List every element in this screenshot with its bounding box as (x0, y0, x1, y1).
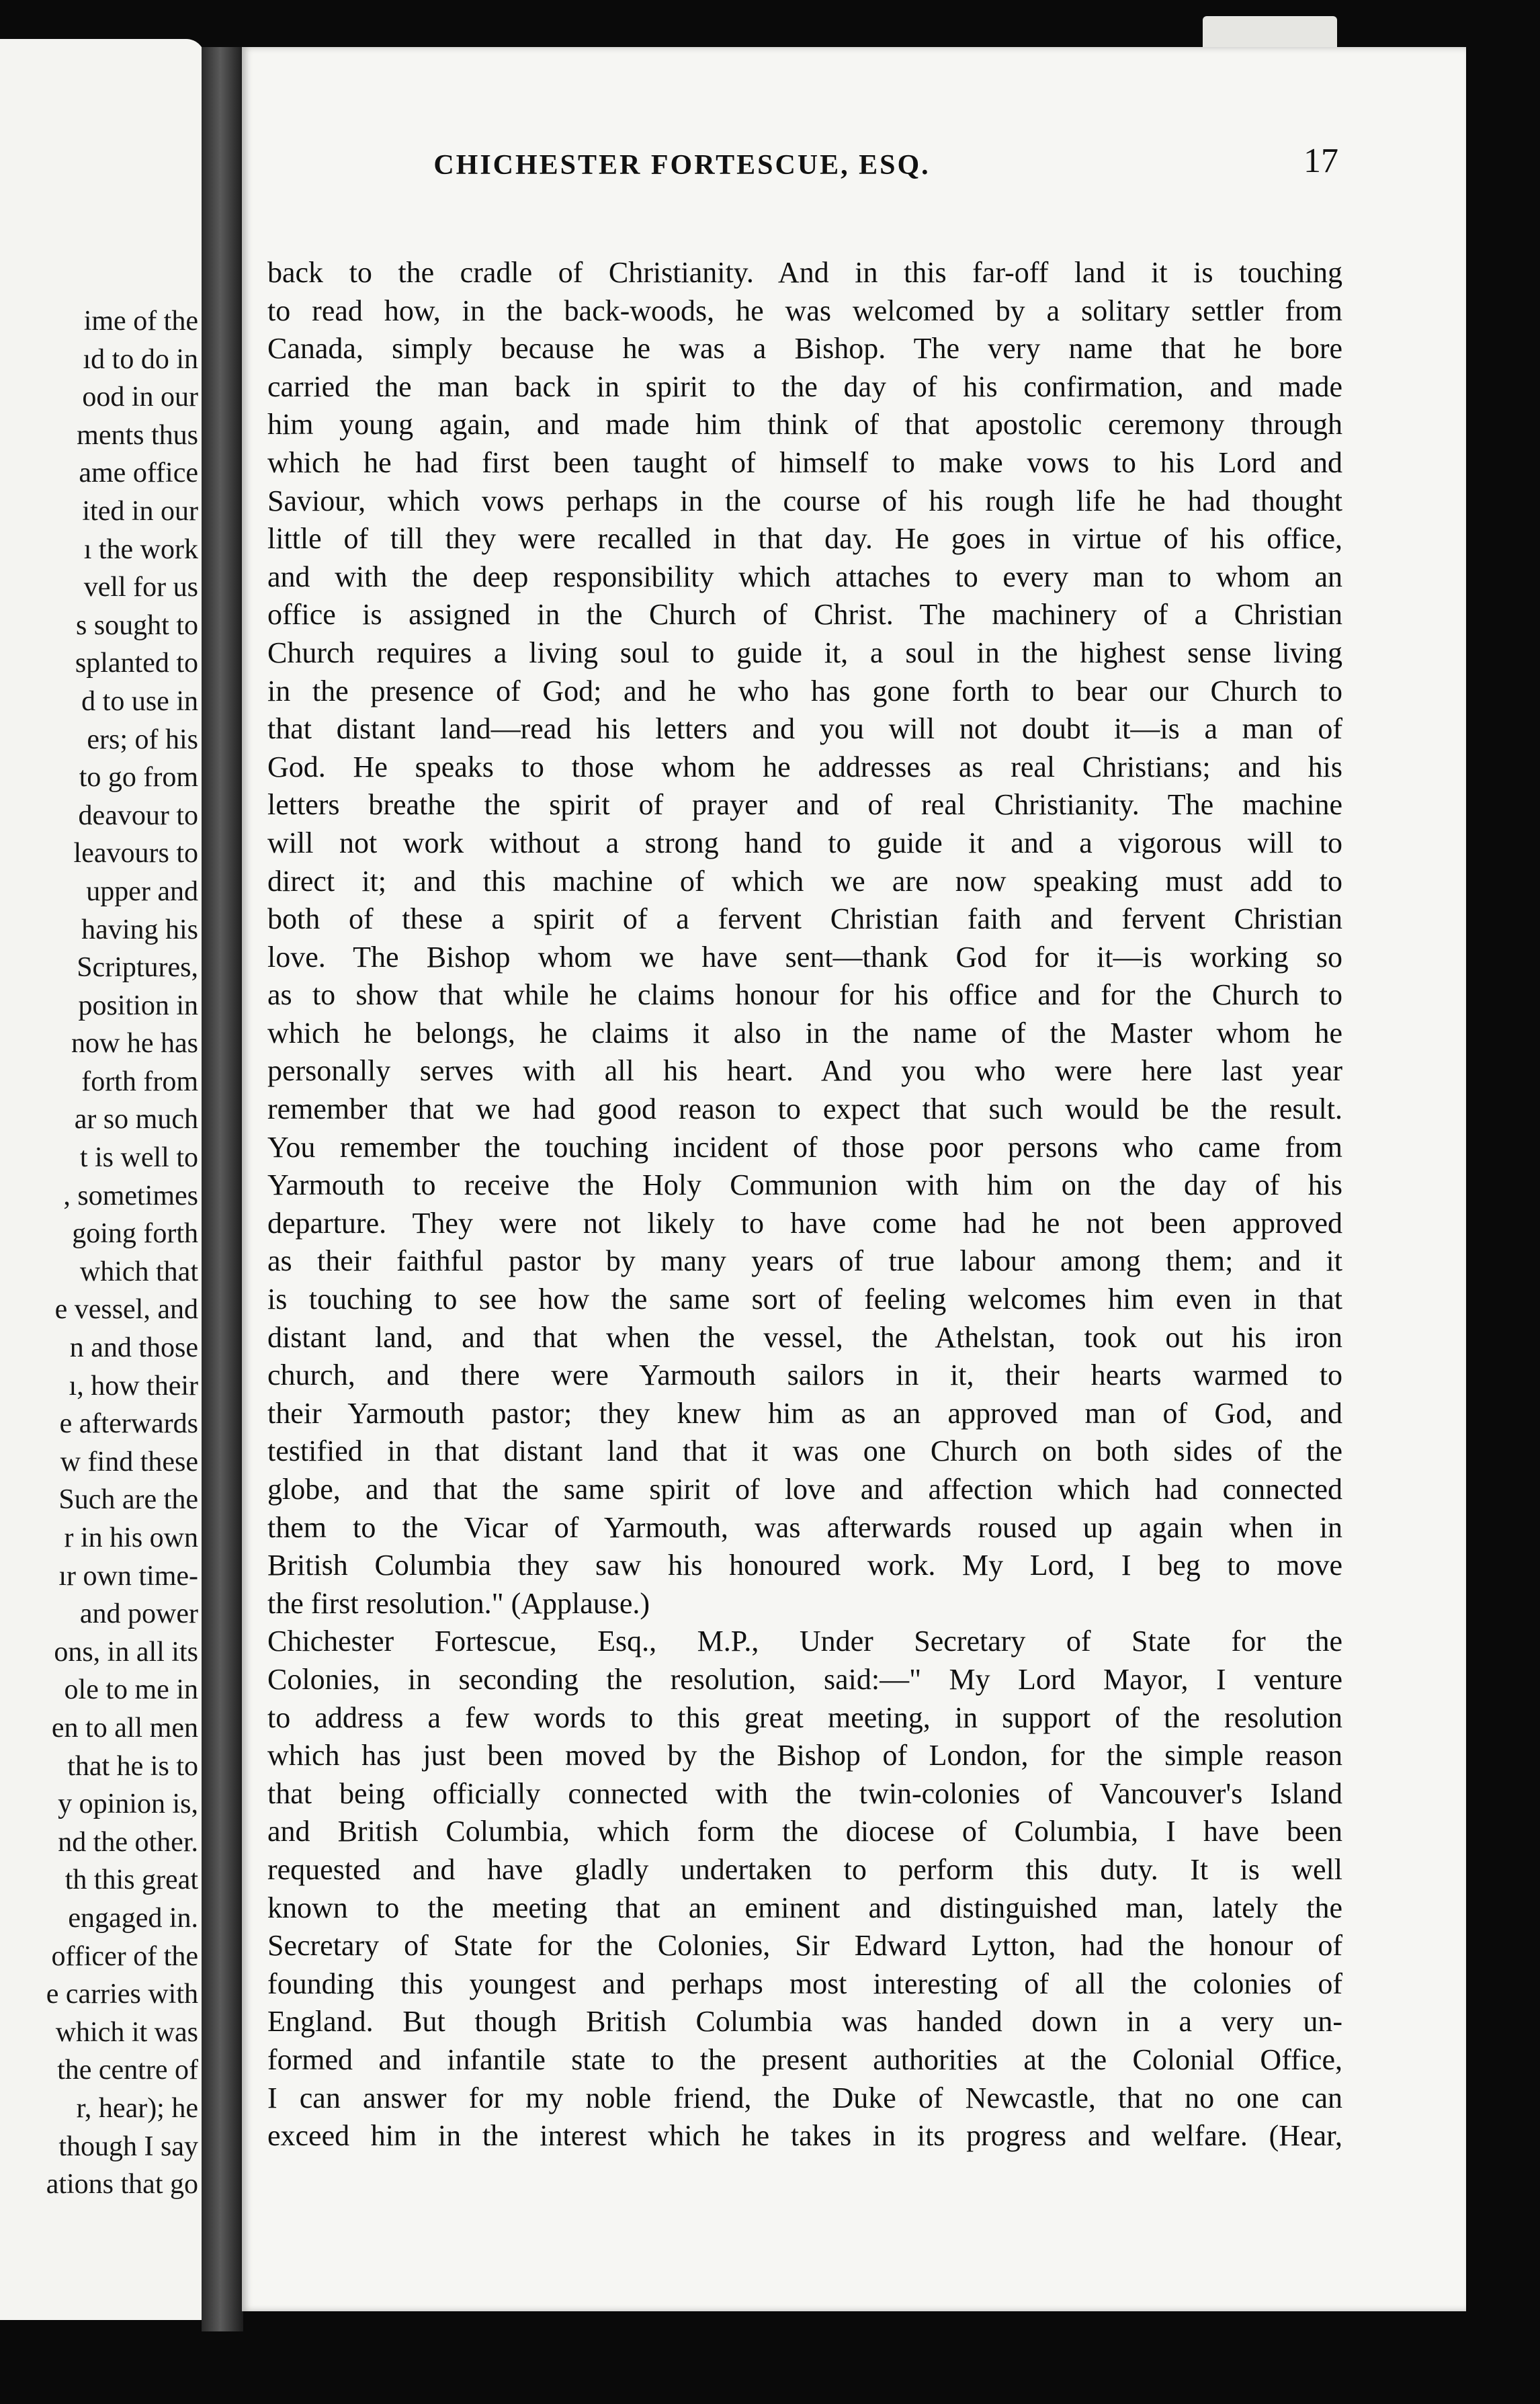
facing-line: which that (79, 1256, 198, 1287)
text-line: that distant land—read his letters and you will not doubt it—is a man of (267, 712, 1342, 746)
facing-line: n and those (69, 1332, 198, 1364)
text-line: them to the Vicar of Yarmouth, was afterwards roused up again when in (267, 1510, 1342, 1544)
facing-line: en to all men (51, 1712, 198, 1744)
text-line: and British Columbia, which form the diocese of Columbia, I have been (267, 1815, 1342, 1848)
facing-line: splanted to (75, 648, 198, 679)
book-gutter (202, 47, 243, 2331)
text-line: little of till they were recalled in that day. He goes in virtue of his office, (267, 522, 1342, 556)
facing-line: the centre of (57, 2055, 198, 2086)
text-line: exceed him in the interest which he takes in its progress and welfare. (Hear, (267, 2119, 1342, 2153)
text-line: Canada, simply because he was a Bishop. The very name that he bore (267, 332, 1342, 366)
facing-line: r in his own (64, 1522, 198, 1553)
facing-line: ı the work (83, 533, 198, 565)
text-line: him young again, and made him think of that apostolic ceremony through (267, 408, 1342, 441)
text-line: in the presence of God; and he who has gone forth to bear our Church to (267, 674, 1342, 707)
facing-line: e vessel, and (54, 1294, 198, 1326)
facing-line: going forth (72, 1218, 198, 1250)
text-line: personally serves with all his heart. And you who were here last year (267, 1054, 1342, 1088)
text-line: distant land, and that when the vessel, the Athelstan, took out his iron (267, 1320, 1342, 1354)
facing-line: r, hear); he (76, 2092, 198, 2124)
facing-line: which it was (55, 2016, 198, 2048)
facing-line: ole to me in (64, 1674, 198, 1706)
text-line: Yarmouth to receive the Holy Communion with him on the day of his (267, 1168, 1342, 1202)
facing-line: y opinion is, (58, 1789, 198, 1820)
text-line: You remember the touching incident of those poor persons who came from (267, 1130, 1342, 1164)
text-line: office is assigned in the Church of Christ. The machinery of a Christian (267, 598, 1342, 632)
text-line: as their faithful pastor by many years of true labour among them; and it (267, 1244, 1342, 1278)
facing-line: d to use in (81, 685, 198, 717)
facing-line: ations that go (46, 2169, 198, 2200)
facing-line: upper and (86, 875, 198, 907)
running-head: CHICHESTER FORTESCUE, ESQ. (433, 150, 931, 181)
facing-line: leavours to (73, 838, 198, 869)
facing-line: e afterwards (59, 1408, 198, 1440)
facing-page-left (0, 39, 205, 2320)
text-line: which he belongs, he claims it also in the name of the Master whom he (267, 1016, 1342, 1049)
facing-line: ons, in all its (54, 1636, 198, 1668)
facing-line: to go from (79, 762, 198, 793)
page-body-text (267, 254, 1342, 2155)
text-line: to read how, in the back-woods, he was welcomed by a solitary settler from (267, 294, 1342, 327)
facing-line: now he has (71, 1028, 198, 1060)
facing-line: having his (81, 914, 198, 945)
text-line: both of these a spirit of a fervent Christian faith and fervent Christian (267, 902, 1342, 936)
text-line: founding this youngest and perhaps most interesting of all the colonies of (267, 1967, 1342, 2000)
facing-line: ers; of his (87, 724, 198, 755)
text-line: back to the cradle of Christianity. And in this far-off land it is touching (267, 256, 1342, 289)
text-line: God. He speaks to those whom he addresses as real Christians; and his (267, 750, 1342, 783)
text-line: love. The Bishop whom we have sent—thank God for it—is working so (267, 940, 1342, 974)
text-line: testified in that distant land that it was one Church on both sides of the (267, 1434, 1342, 1468)
facing-line: ıd to do in (83, 343, 198, 375)
text-line: which has just been moved by the Bishop of London, for the simple reason (267, 1739, 1342, 1772)
facing-line: ime of the (83, 306, 198, 337)
text-line: Church requires a living soul to guide it, a soul in the highest sense living (267, 636, 1342, 669)
facing-line: though I say (58, 2131, 198, 2162)
facing-line: ited in our (82, 495, 198, 527)
facing-line: nd the other. (58, 1826, 198, 1858)
text-line: remember that we had good reason to expect that such would be the result. (267, 1092, 1342, 1126)
facing-line: engaged in. (68, 1902, 198, 1934)
facing-line: th this great (65, 1864, 198, 1896)
text-line: departure. They were not likely to have come had he not been approved (267, 1206, 1342, 1240)
facing-line: ments thus (77, 419, 198, 451)
text-line: and with the deep responsibility which attaches to every man to whom an (267, 560, 1342, 593)
text-line: England. But though British Columbia was handed down in a very un- (267, 2005, 1342, 2038)
facing-line: e carries with (46, 1979, 198, 2010)
text-line: letters breathe the spirit of prayer and of real Christianity. The machine (267, 788, 1342, 822)
text-line: Colonies, in seconding the resolution, said:—" My Lord Mayor, I venture (267, 1662, 1342, 1696)
text-line: formed and infantile state to the present authorities at the Colonial Office, (267, 2043, 1342, 2076)
facing-line: position in (78, 990, 198, 1021)
text-line: is touching to see how the same sort of feeling welcomes him even in that (267, 1283, 1342, 1316)
facing-line: , sometimes (63, 1180, 198, 1211)
facing-line: w find these (60, 1446, 198, 1477)
text-line: Saviour, which vows perhaps in the course of his rough life he had thought (267, 484, 1342, 517)
facing-line: Such are the (58, 1484, 198, 1516)
text-line: to address a few words to this great meeting, in support of the resolution (267, 1701, 1342, 1734)
text-line: their Yarmouth pastor; they knew him as an approved man of God, and (267, 1396, 1342, 1430)
facing-line: forth from (81, 1066, 198, 1097)
text-line: Secretary of State for the Colonies, Sir Edward Lytton, had the honour of (267, 1929, 1342, 1963)
text-line: that being officially connected with the twin-colonies of Vancouver's Island (267, 1776, 1342, 1810)
text-line: the first resolution." (Applause.) (267, 1586, 650, 1620)
text-line: I can answer for my noble friend, the Duke of Newcastle, that no one can (267, 2081, 1342, 2114)
facing-line: that he is to (67, 1750, 198, 1782)
page-number: 17 (1303, 142, 1338, 180)
facing-line: vell for us (83, 572, 198, 603)
facing-line: and power (79, 1598, 198, 1630)
text-line: requested and have gladly undertaken to perform this duty. It is well (267, 1852, 1342, 1886)
facing-line: s sought to (75, 609, 198, 641)
facing-line: ır own time- (58, 1560, 198, 1592)
facing-line: ı, how their (69, 1370, 198, 1402)
facing-line: ar so much (74, 1104, 198, 1135)
text-line: direct it; and this machine of which we are now speaking must add to (267, 864, 1342, 898)
text-line: Chichester Fortescue, Esq., M.P., Under Secretary of State for the (267, 1625, 1342, 1658)
text-line: as to show that while he claims honour for his office and for the Church to (267, 978, 1342, 1012)
text-line: British Columbia they saw his honoured work. My Lord, I beg to move (267, 1549, 1342, 1582)
text-line: globe, and that the same spirit of love and affection which had connected (267, 1473, 1342, 1506)
text-line: which he had first been taught of himself to make vows to his Lord and (267, 445, 1342, 479)
facing-page-text (0, 302, 198, 2204)
facing-line: ame office (79, 458, 198, 489)
text-line: will not work without a strong hand to guide it and a vigorous will to (267, 826, 1342, 859)
facing-line: ood in our (82, 382, 198, 413)
facing-line: deavour to (78, 800, 198, 831)
page-edge-tab (1203, 16, 1337, 50)
facing-line: t is well to (79, 1142, 198, 1174)
facing-line: Scriptures, (77, 952, 198, 984)
text-line: church, and there were Yarmouth sailors in it, their hearts warmed to (267, 1359, 1342, 1392)
facing-line: officer of the (51, 1940, 198, 1972)
text-line: carried the man back in spirit to the day of his confirmation, and made (267, 370, 1342, 403)
text-line: known to the meeting that an eminent and distinguished man, lately the (267, 1891, 1342, 1924)
